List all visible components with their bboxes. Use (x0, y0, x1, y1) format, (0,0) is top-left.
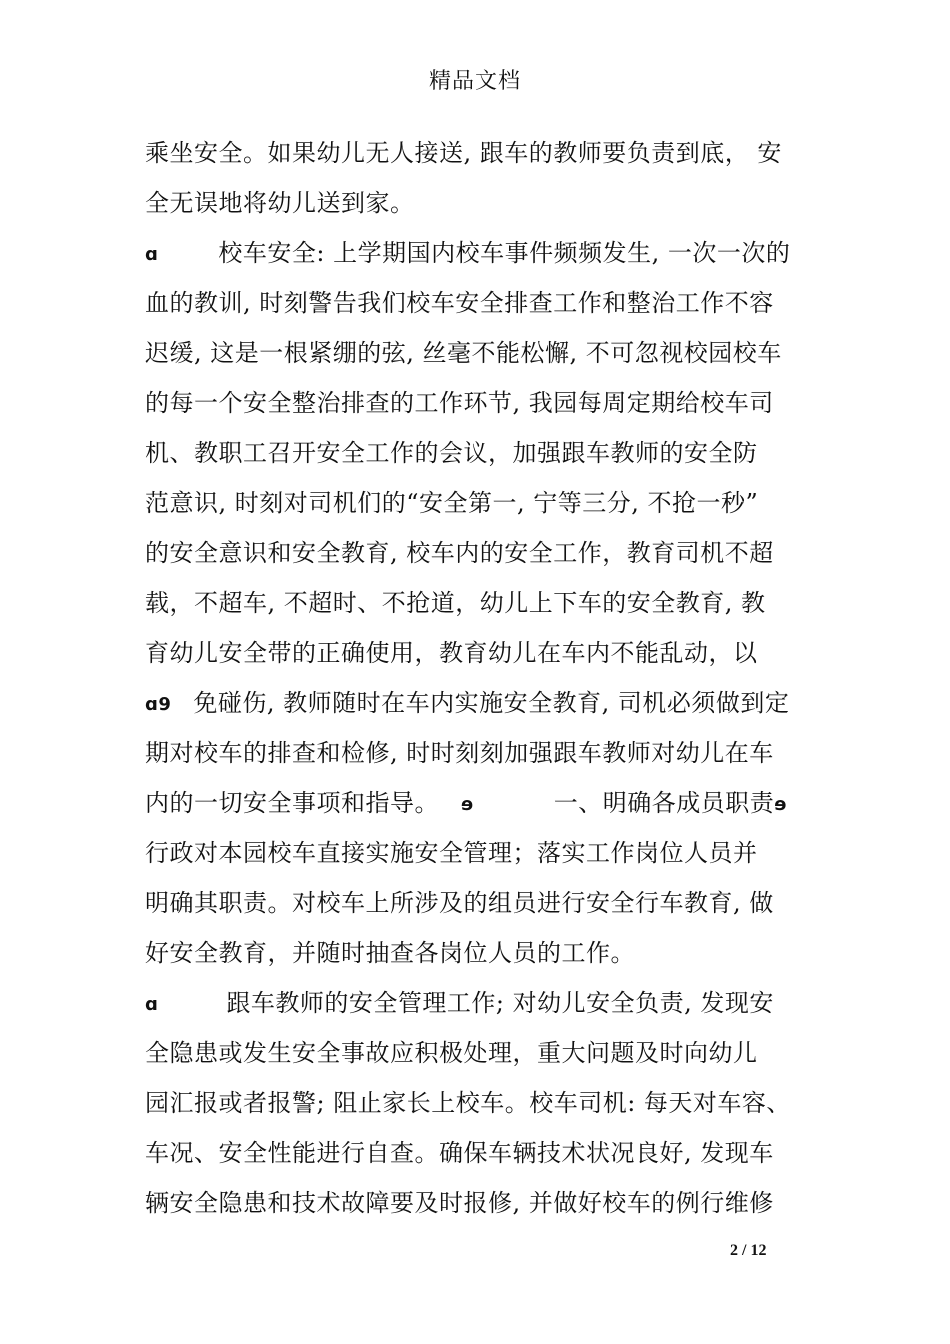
text-line (145, 228, 815, 278)
text-line (145, 328, 815, 378)
bullet-marker: ɑ (145, 993, 159, 1015)
text-line (145, 528, 815, 578)
text-line (145, 978, 815, 1028)
line-text: 全无误地将幼儿送到家。 (145, 189, 415, 217)
text-line (145, 1028, 815, 1078)
text-line (145, 278, 815, 328)
line-text: 好安全教育，并随时抽查各岗位人员的工作。 (145, 939, 635, 967)
text-line (145, 628, 815, 678)
line-text: 乘坐安全。如果幼儿无人接送, 跟车的教师要负责到底， 安 (145, 139, 782, 167)
line-text: 的每一个安全整治排查的工作环节, 我园每周定期给校车司 (145, 389, 774, 417)
text-line (145, 128, 815, 178)
line-text: 内的一切安全事项和指导。 (145, 789, 439, 817)
line-text: 行政对本园校车直接实施安全管理；落实工作岗位人员并 (145, 839, 758, 867)
text-line (145, 878, 815, 928)
line-text: 辆安全隐患和技术故障要及时报修, 并做好校车的例行维修 (145, 1189, 774, 1217)
bullet-marker: ɑ9 (145, 693, 172, 715)
text-line (145, 478, 815, 528)
section-heading: 一、明确各成员职责 (553, 789, 775, 817)
line-text: 育幼儿安全带的正确使用，教育幼儿在车内不能乱动，以 (145, 639, 758, 667)
bullet-marker: ɘ (461, 793, 474, 815)
text-line (145, 1128, 815, 1178)
line-text: 期对校车的排查和检修, 时时刻刻加强跟车教师对幼儿在车 (145, 739, 774, 767)
text-line (145, 728, 815, 778)
line-text: 迟缓, 这是一根紧绷的弦, 丝毫不能松懈, 不可忽视校园校车 (145, 339, 782, 367)
line-text: 全隐患或发生安全事故应积极处理，重大问题及时向幼儿 (145, 1039, 758, 1067)
document-body (145, 128, 815, 1228)
page-header-title: 精品文档 (428, 69, 521, 94)
line-text: 的安全意识和安全教育, 校车内的安全工作，教育司机不超 (145, 539, 774, 567)
line-text: 园汇报或者报警; 阻止家长上校车。校车司机: 每天对车容、 (145, 1089, 791, 1117)
line-text: 校车安全: 上学期国内校车事件频频发生, 一次一次的 (218, 239, 791, 267)
line-text: 载，不超车, 不超时、不抢道，幼儿上下车的安全教育, 教 (145, 589, 766, 617)
line-text: 车况、安全性能进行自查。确保车辆技术状况良好, 发现车 (145, 1139, 774, 1167)
bullet-marker: ɘ (774, 793, 787, 815)
text-line (145, 1078, 815, 1128)
line-text: 跟车教师的安全管理工作; 对幼儿安全负责, 发现安 (226, 989, 774, 1017)
text-line (145, 928, 815, 978)
text-line (145, 578, 815, 628)
line-text: 机、教职工召开安全工作的会议，加强跟车教师的安全防 (145, 439, 758, 467)
text-line (145, 678, 815, 728)
line-text: 范意识, 时刻对司机们的“安全第一, 宁等三分, 不抢一秒” (145, 489, 759, 517)
line-text: 明确其职责。对校车上所涉及的组员进行安全行车教育, 做 (145, 889, 774, 917)
text-line (145, 778, 815, 828)
text-line (145, 178, 815, 228)
line-text: 免碰伤, 教师随时在车内实施安全教育, 司机必须做到定 (193, 689, 790, 717)
text-line (145, 428, 815, 478)
text-line (145, 378, 815, 428)
text-line (145, 828, 815, 878)
page-number: 2 / 12 (730, 1242, 767, 1259)
line-text: 血的教训, 时刻警告我们校车安全排查工作和整治工作不容 (145, 289, 774, 317)
text-line (145, 1178, 815, 1228)
bullet-marker: ɑ (145, 243, 159, 265)
